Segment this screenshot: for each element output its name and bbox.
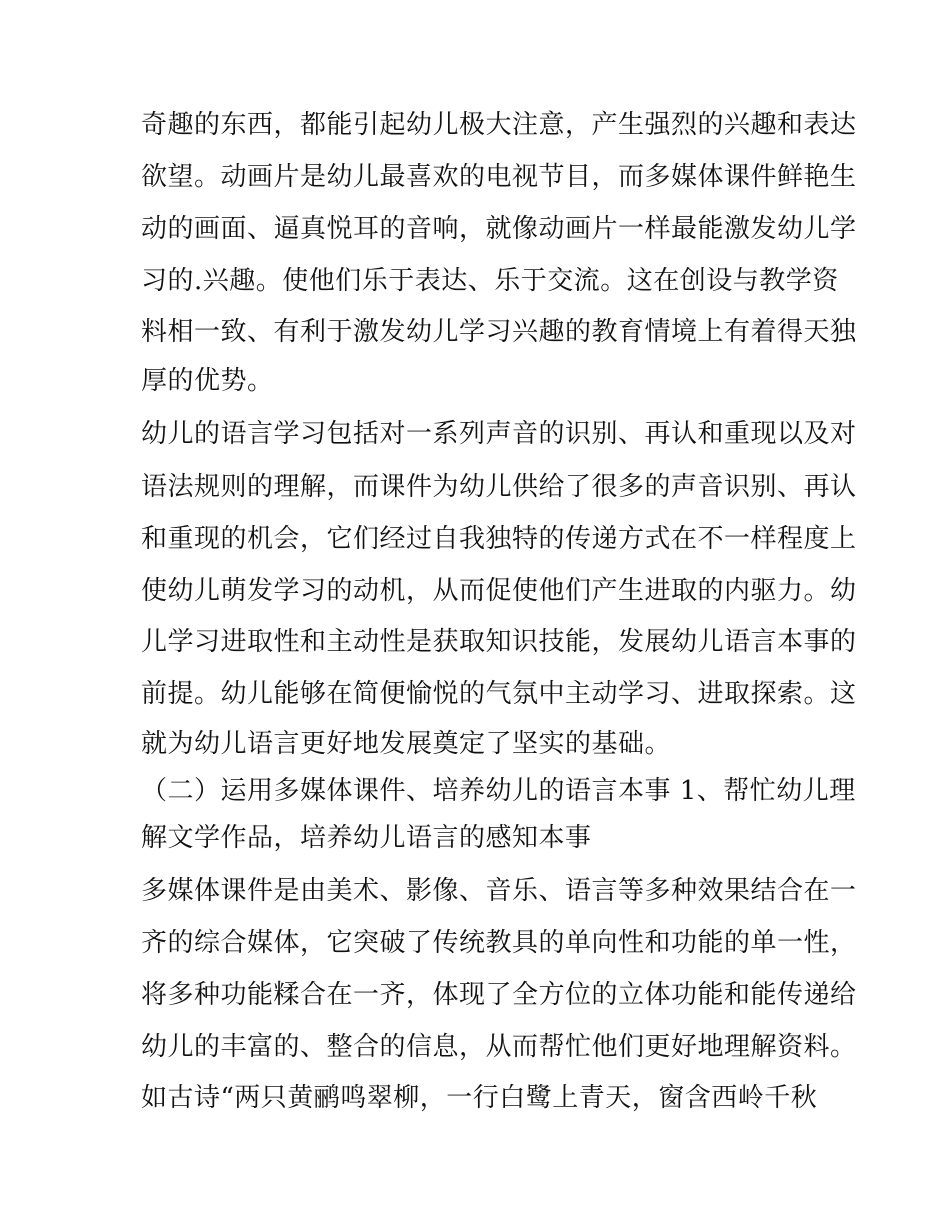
text-line-6: 厚的优势。 [141, 366, 274, 396]
text-line-16: 多媒体课件是由美术、影像、音乐、语言等多种效果结合在一 [141, 876, 857, 906]
text-line-1: 奇趣的东西，都能引起幼儿极大注意，产生强烈的兴趣和表达 [141, 110, 857, 140]
text-line-17: 齐的综合媒体，它突破了传统教具的单向性和功能的单一性， [141, 928, 857, 958]
text-line-20: 如古诗“两只黄鹂鸣翠柳，一行白鹭上青天，窗含西岭千秋 [141, 1083, 818, 1113]
text-line-3: 动的画面、逼真悦耳的音响，就像动画片一样最能激发幼儿学 [141, 214, 857, 244]
text-line-19: 幼儿的丰富的、整合的信息，从而帮忙他们更好地理解资料。 [141, 1032, 857, 1062]
text-line-12: 前提。幼儿能够在简便愉悦的气氛中主动学习、进取探索。这 [141, 679, 857, 709]
text-line-9: 和重现的机会，它们经过自我独特的传递方式在不一样程度上 [141, 524, 857, 554]
text-line-7: 幼儿的语言学习包括对一系列声音的识别、再认和重现以及对 [141, 419, 857, 449]
text-line-13: 就为幼儿语言更好地发展奠定了坚实的基础。 [141, 729, 672, 759]
text-line-10: 使幼儿萌发学习的动机，从而促使他们产生进取的内驱力。幼 [141, 576, 857, 606]
text-line-2: 欲望。动画片是幼儿最喜欢的电视节目，而多媒体课件鲜艳生 [141, 162, 857, 192]
text-line-18: 将多种功能糅合在一齐，体现了全方位的立体功能和能传递给 [141, 980, 857, 1010]
text-line-11: 儿学习进取性和主动性是获取知识技能，发展幼儿语言本事的 [141, 627, 857, 657]
section-heading-line-1: （二）运用多媒体课件、培养幼儿的语言本事 1、帮忙幼儿理 [141, 776, 856, 806]
section-heading-line-2: 解文学作品，培养幼儿语言的感知本事 [141, 823, 592, 853]
text-line-4: 习的.兴趣。使他们乐于表达、乐于交流。这在创设与教学资 [141, 266, 839, 296]
text-line-8: 语法规则的理解，而课件为幼儿供给了很多的声音识别、再认 [141, 472, 857, 502]
text-line-5: 料相一致、有利于激发幼儿学习兴趣的教育情境上有着得天独 [141, 317, 857, 347]
